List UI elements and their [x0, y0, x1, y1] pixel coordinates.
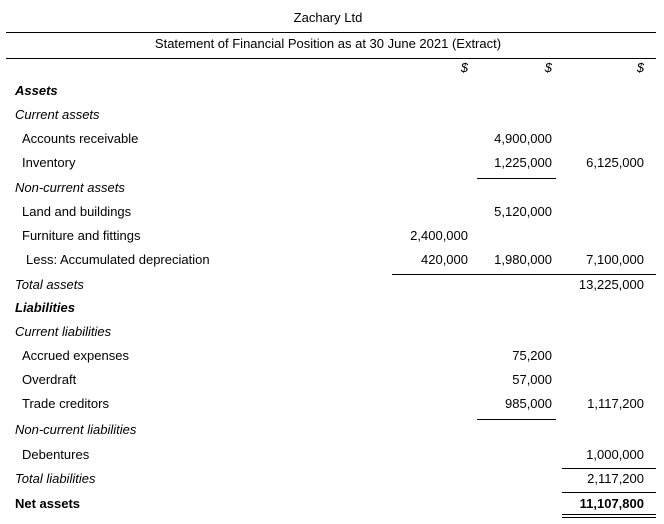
furniture-net-value: 1,980,000: [494, 252, 552, 267]
accrued-expenses-label: Accrued expenses: [22, 348, 129, 363]
overdraft-value: 57,000: [512, 372, 552, 387]
non-current-assets-heading: Non-current assets: [15, 180, 125, 195]
non-current-liabilities-heading: Non-current liabilities: [15, 422, 137, 437]
total-assets-label: Total assets: [15, 277, 84, 292]
company-name: Zachary Ltd: [293, 10, 363, 25]
land-buildings-label: Land and buildings: [22, 204, 132, 219]
depreciation-rule: [392, 274, 656, 275]
debentures-value: 1,000,000: [586, 447, 644, 462]
debentures-label: Debentures: [22, 447, 90, 462]
acc-dep-label: Less: Accumulated depreciation: [26, 252, 210, 267]
current-assets-rule: [477, 178, 556, 179]
inventory-value: 1,225,000: [494, 155, 552, 170]
current-assets-total: 6,125,000: [586, 155, 644, 170]
header-rule-bottom: [6, 58, 656, 59]
total-assets-value: 13,225,000: [578, 277, 644, 292]
current-assets-heading: Current assets: [15, 107, 100, 122]
currency-col2: $: [544, 60, 552, 75]
currency-col3: $: [636, 60, 644, 75]
accounts-receivable-value: 4,900,000: [494, 131, 552, 146]
land-buildings-value: 5,120,000: [494, 204, 552, 219]
assets-heading: Assets: [15, 83, 58, 98]
inventory-label: Inventory: [22, 155, 76, 170]
trade-creditors-label: Trade creditors: [22, 396, 109, 411]
net-assets-double-rule-top: [562, 514, 656, 515]
trade-creditors-value: 985,000: [505, 396, 552, 411]
total-liabilities-value: 2,117,200: [587, 471, 644, 486]
accrued-expenses-value: 75,200: [512, 348, 552, 363]
statement-title: Statement of Financial Position as at 30 June 2021 (Extract): [154, 36, 502, 51]
header-rule-top: [6, 32, 656, 33]
net-assets-value: 11,107,800: [579, 496, 644, 511]
overdraft-label: Overdraft: [22, 372, 77, 387]
current-liabilities-heading: Current liabilities: [15, 324, 112, 339]
current-liabilities-rule: [477, 419, 556, 420]
furniture-value: 2,400,000: [410, 228, 468, 243]
accounts-receivable-label: Accounts receivable: [22, 131, 139, 146]
liabilities-heading: Liabilities: [15, 300, 75, 315]
net-assets-double-rule-bottom: [562, 517, 656, 518]
furniture-label: Furniture and fittings: [22, 228, 141, 243]
currency-col1: $: [460, 60, 468, 75]
net-assets-label: Net assets: [15, 496, 81, 511]
total-liabilities-label: Total liabilities: [15, 471, 96, 486]
non-current-assets-total: 7,100,000: [586, 252, 644, 267]
acc-dep-value: 420,000: [421, 252, 468, 267]
debentures-rule: [562, 468, 656, 469]
current-liabilities-total: 1,117,200: [587, 396, 644, 411]
total-liabilities-rule: [562, 492, 656, 493]
